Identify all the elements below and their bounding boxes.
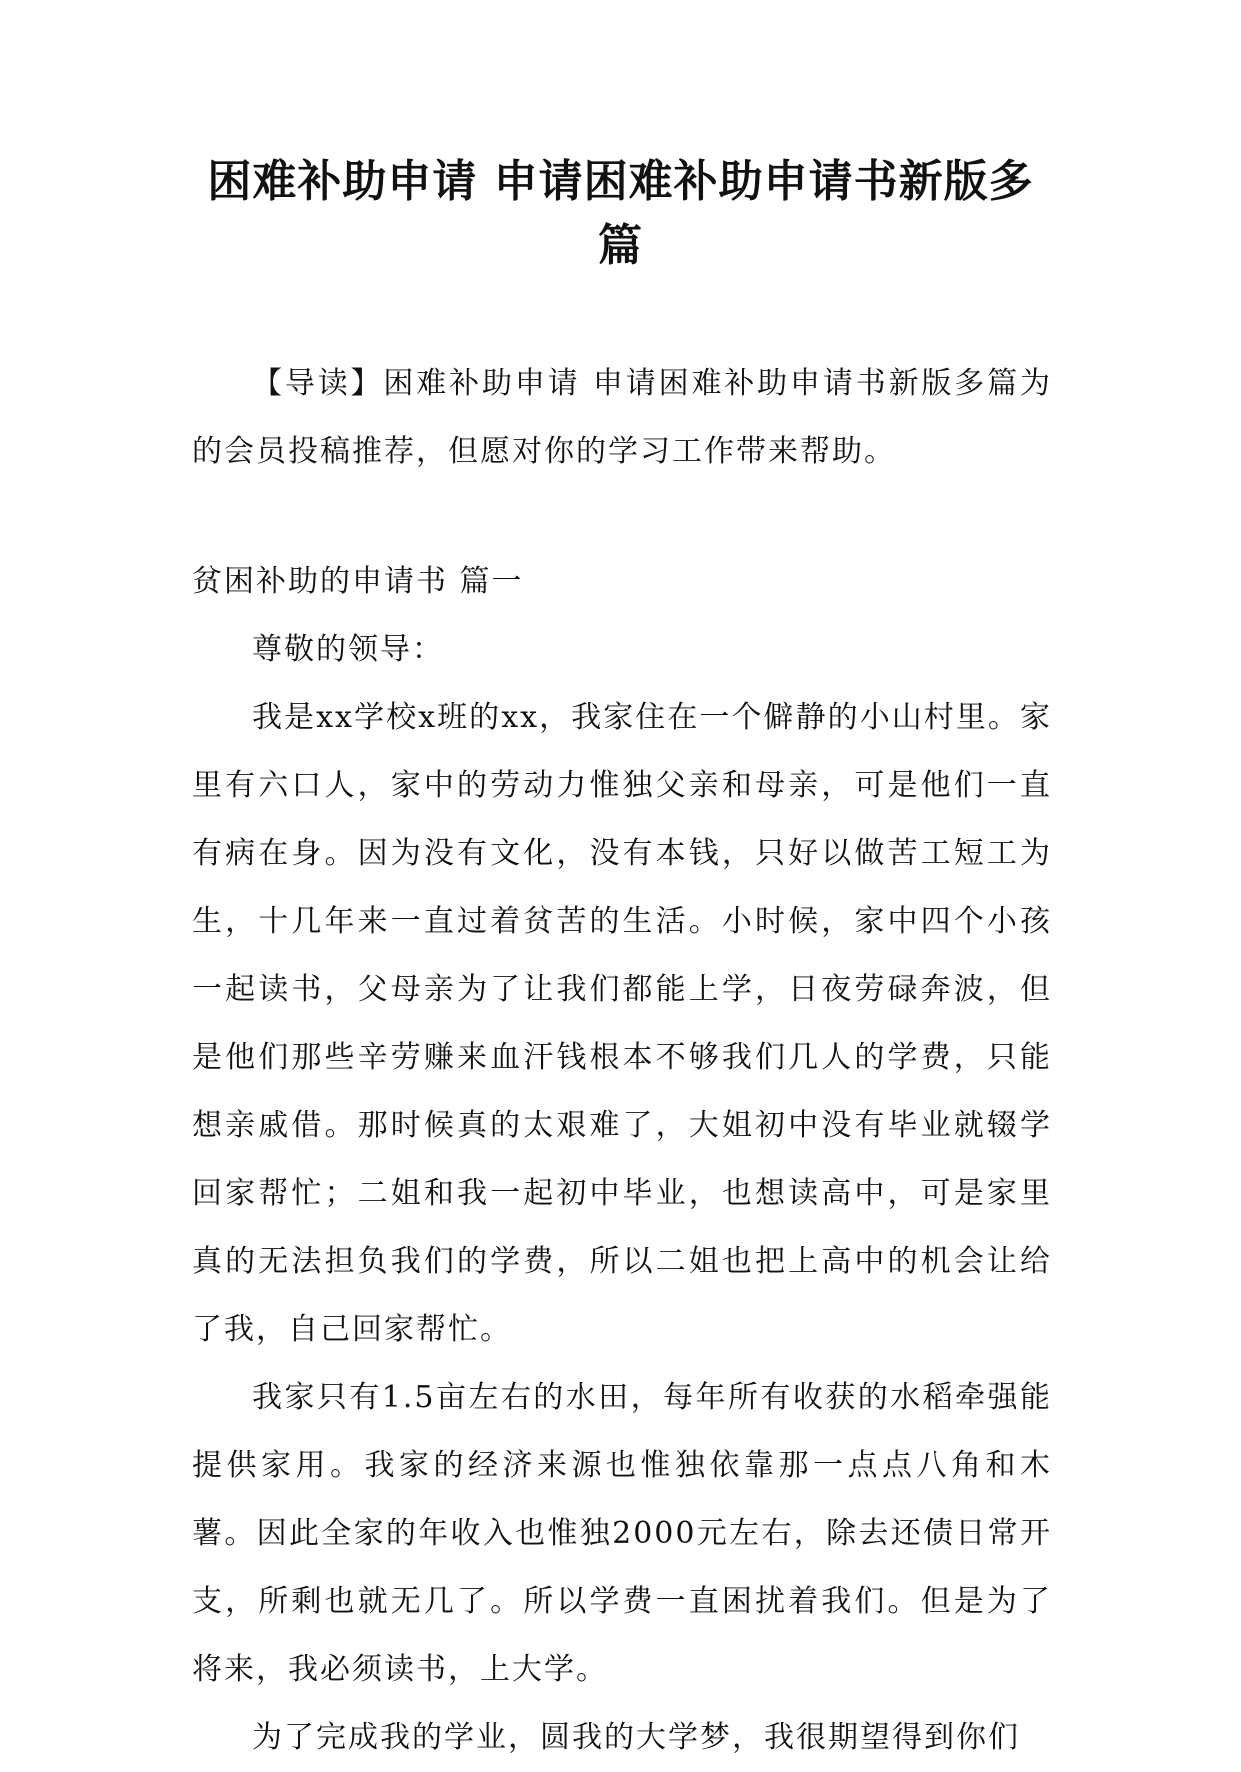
title-line-2: 篇	[598, 220, 643, 271]
spacer	[192, 486, 1052, 548]
intro-paragraph: 【导读】困难补助申请 申请困难补助申请书新版多篇为的会员投稿推荐，但愿对你的学习工作带来帮助。	[192, 366, 1052, 469]
section-heading: 贫困补助的申请书 篇一	[192, 564, 524, 599]
body-paragraph-1: 我是xx学校x班的xx，我家住在一个僻静的小山村里。家里有六口人，家中的劳动力惟独父亲和母亲，可是他们一直有病在身。因为没有文化，没有本钱，只好以做苦工短工为生，十几年来一直过着贫苦的生活。小时候，家中四个小孩一起读书，父母亲为了让我们都能上学，日夜劳碌奔波，但是他们那些辛劳赚来血汗钱根本不够我们几人的学费，只能想亲戚借。那时候真的太艰难了，大姐初中没有毕业就辍学回家帮忙；二姐和我一起初中毕业，也想读高中，可是家里真的无法担负我们的学费，所以二姐也把上高中的机会让给了我，自己回家帮忙。	[192, 700, 1052, 1347]
title-line-1: 困难补助申请 申请困难补助申请书新版多	[207, 156, 1034, 207]
document-body	[192, 350, 1052, 1772]
document-title	[180, 150, 1061, 278]
body-paragraph-3: 为了完成我的学业，圆我的大学梦，我很期望得到你们	[252, 1720, 1020, 1755]
salutation: 尊敬的领导：	[252, 632, 444, 667]
body-paragraph-2: 我家只有1.5亩左右的水田，每年所有收获的水稻牵强能提供家用。我家的经济来源也惟独依靠那一点点八角和木薯。因此全家的年收入也惟独2000元左右，除去还债日常开支，所剩也就无几了。所以学费一直困扰着我们。但是为了将来，我必须读书，上大学。	[192, 1380, 1052, 1687]
